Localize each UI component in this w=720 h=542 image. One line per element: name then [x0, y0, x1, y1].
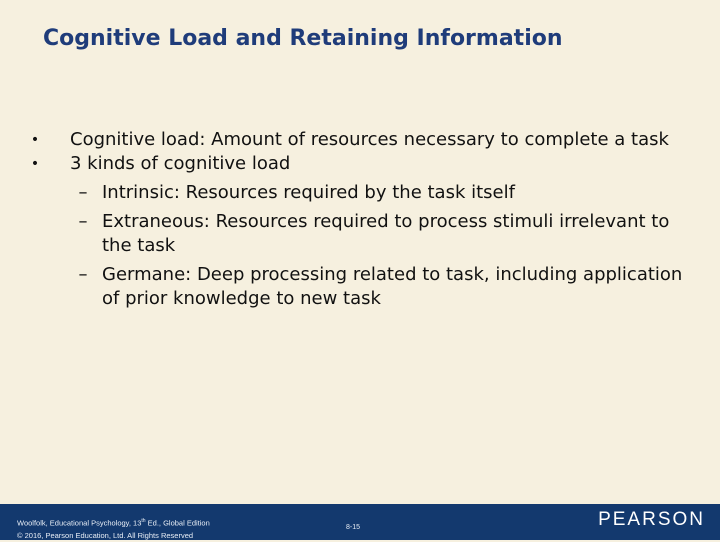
footer-citation	[17, 515, 210, 542]
footer-bar	[0, 504, 720, 540]
bullet-marker: •	[30, 156, 40, 172]
sub-bullet-item	[28, 210, 688, 258]
dash-marker: –	[78, 264, 88, 285]
citation-edition: Ed., Global Edition	[145, 518, 210, 528]
bullet-text: Cognitive load: Amount of resources necessary to complete a task	[70, 129, 669, 150]
bullet-item	[28, 152, 688, 176]
dash-marker: –	[78, 211, 88, 232]
bullet-item	[28, 128, 688, 152]
sub-bullet-text: Germane: Deep processing related to task, including application of prior knowledge to new task	[102, 264, 683, 309]
slide-content	[28, 128, 688, 311]
citation-author: Woolfolk, Educational Psychology, 13	[17, 518, 142, 528]
sub-bullet-text: Extraneous: Resources required to process stimuli irrelevant to the task	[102, 211, 670, 256]
citation-line	[17, 515, 210, 530]
bullet-marker: •	[30, 132, 40, 148]
sub-bullet-item	[28, 263, 688, 311]
dash-marker: –	[78, 182, 88, 203]
pearson-logo: PEARSON	[598, 509, 705, 530]
sub-bullet-text: Intrinsic: Resources required by the task itself	[102, 182, 515, 203]
sub-bullet-item	[28, 181, 688, 205]
bullet-text: 3 kinds of cognitive load	[70, 153, 291, 174]
citation-superscript: th	[141, 518, 146, 524]
copyright-line: © 2016, Pearson Education, Ltd. All Rights Reserved	[17, 530, 194, 540]
slide-title: Cognitive Load and Retaining Information	[43, 26, 563, 51]
page-number: 8-15	[346, 524, 361, 531]
